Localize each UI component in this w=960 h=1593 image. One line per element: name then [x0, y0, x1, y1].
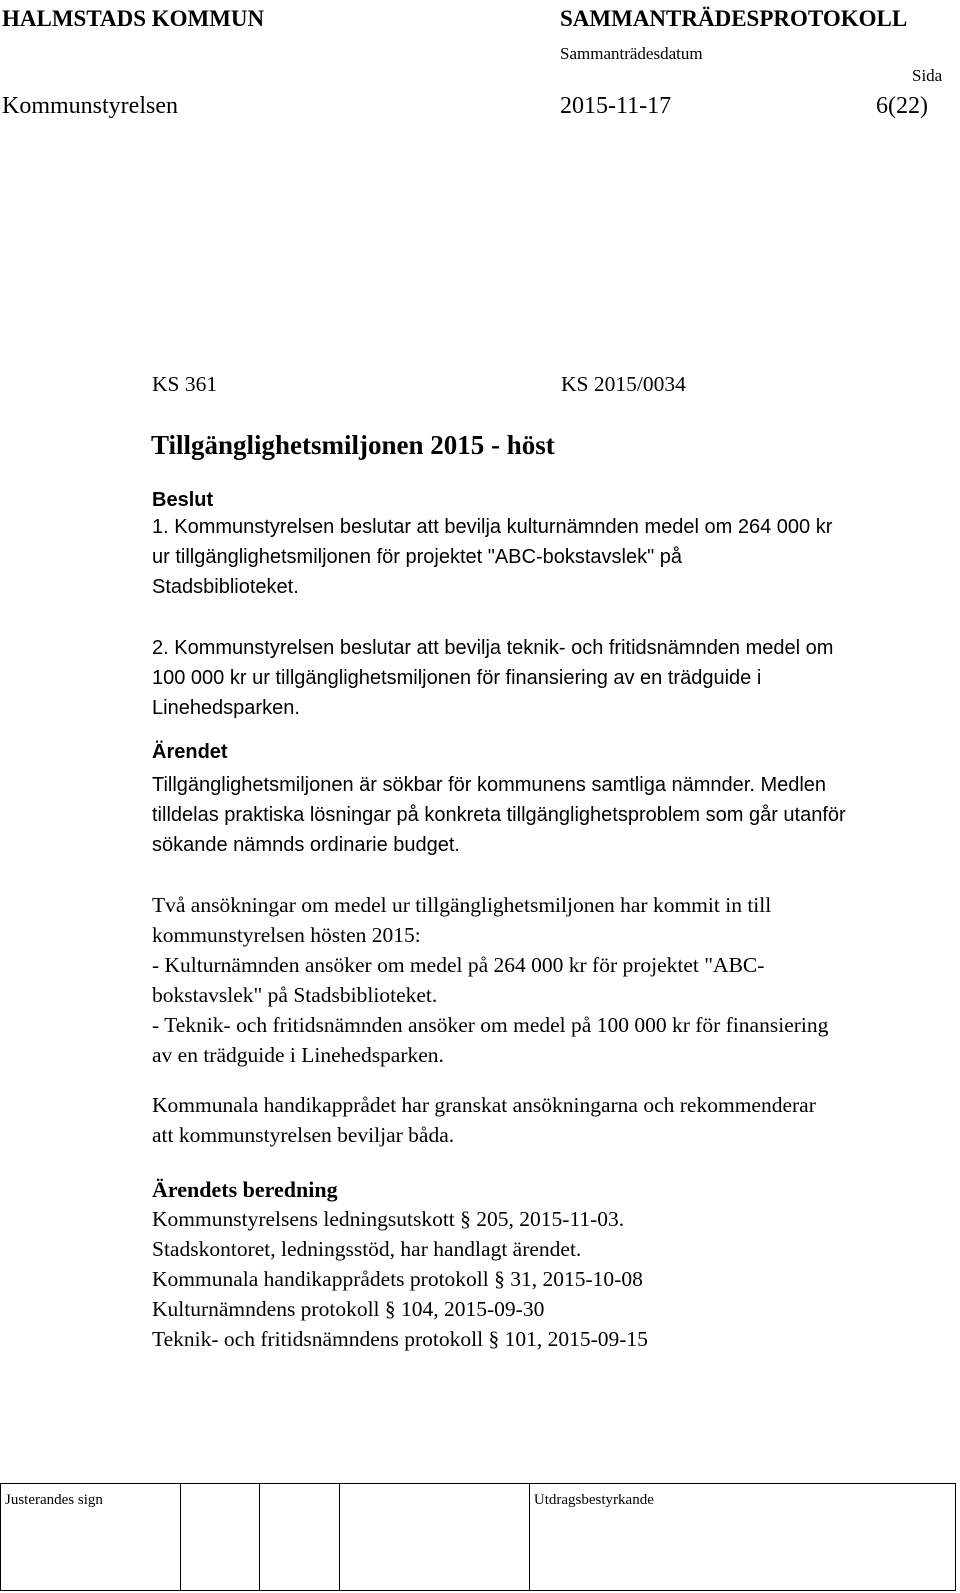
preparation-item: Kommunala handikapprådets protokoll § 31, 2015-10-08: [152, 1267, 643, 1291]
municipality-name: HALMSTADS KOMMUN: [2, 6, 265, 31]
extract-label: Utdragsbestyrkande: [533, 1492, 654, 1508]
item-title: Tillgänglighetsmiljonen 2015 - höst: [151, 430, 555, 460]
signature-label: Justerandes sign: [5, 1492, 103, 1508]
signature-cell: [340, 1484, 530, 1590]
preparation-item: Teknik- och fritidsnämndens protokoll § 101, 2015-09-15: [152, 1327, 648, 1351]
signature-cell: [1, 1484, 181, 1590]
matter-paragraph-3-block: [152, 1090, 952, 1150]
signature-box: [0, 1483, 956, 1591]
matter-paragraph-1: Tillgänglighetsmiljonen är sökbar för kommunens samtliga nämnder. Medlen tilldelas praktiska lösningar på konkreta tillgänglighetsproblem som går utanför sökande nämnds ordinarie budget.: [152, 774, 846, 856]
preparation-list: [152, 1204, 952, 1354]
preparation-section: [152, 1176, 952, 1354]
matter-paragraph-2-block: [152, 890, 952, 1070]
decision-heading: Beslut: [152, 489, 214, 511]
matter-paragraph-3: Kommunala handikapprådet har granskat ansökningarna och rekommenderar att kommunstyrelsen beviljar båda.: [152, 1093, 816, 1147]
signature-cell: [181, 1484, 261, 1590]
preparation-heading: Ärendets beredning: [152, 1177, 338, 1202]
matter-section: [152, 740, 952, 860]
preparation-item: Stadskontoret, ledningsstöd, har handlagt ärendet.: [152, 1237, 582, 1261]
decision-2-block: [152, 633, 952, 723]
preparation-item: Kommunstyrelsens ledningsutskott § 205, 2015-11-03.: [152, 1207, 625, 1231]
item-number: KS 361: [152, 372, 218, 396]
committee-name: Kommunstyrelsen: [2, 93, 178, 119]
date-label: Sammanträdesdatum: [560, 44, 703, 63]
document-type: SAMMANTRÄDESPROTOKOLL: [560, 6, 908, 31]
case-number: KS 2015/0034: [561, 372, 686, 396]
meeting-date: 2015-11-17: [560, 93, 672, 119]
decision-section: [152, 488, 952, 602]
matter-heading: Ärendet: [152, 741, 228, 763]
matter-paragraph-2: Två ansökningar om medel ur tillgänglighetsmiljonen har kommit in till kommunstyrelsen hösten 2015: - Kulturnämnden ansöker om medel på 264 000 kr för projektet "ABC- bokstavslek" på Stadsbiblioteket. - Teknik- och fritidsnämnden ansöker om medel på 100 000 kr för finansiering av en trädguide i Linehedsparken.: [152, 893, 829, 1067]
preparation-item: Kulturnämndens protokoll § 104, 2015-09-30: [152, 1297, 545, 1321]
decision-2: 2. Kommunstyrelsen beslutar att bevilja teknik- och fritidsnämnden medel om 100 000 kr ur tillgänglighetsmiljonen för finansiering av en trädguide i Linehedsparken.: [152, 637, 834, 719]
extract-cell: [530, 1484, 955, 1590]
page-number: 6(22): [876, 93, 928, 119]
page-label: Sida: [912, 66, 943, 85]
signature-cell: [260, 1484, 340, 1590]
decision-1: 1. Kommunstyrelsen beslutar att bevilja kulturnämnden medel om 264 000 kr ur tillgänglighetsmiljonen för projektet "ABC-bokstavslek" på Stadsbiblioteket.: [152, 516, 833, 598]
